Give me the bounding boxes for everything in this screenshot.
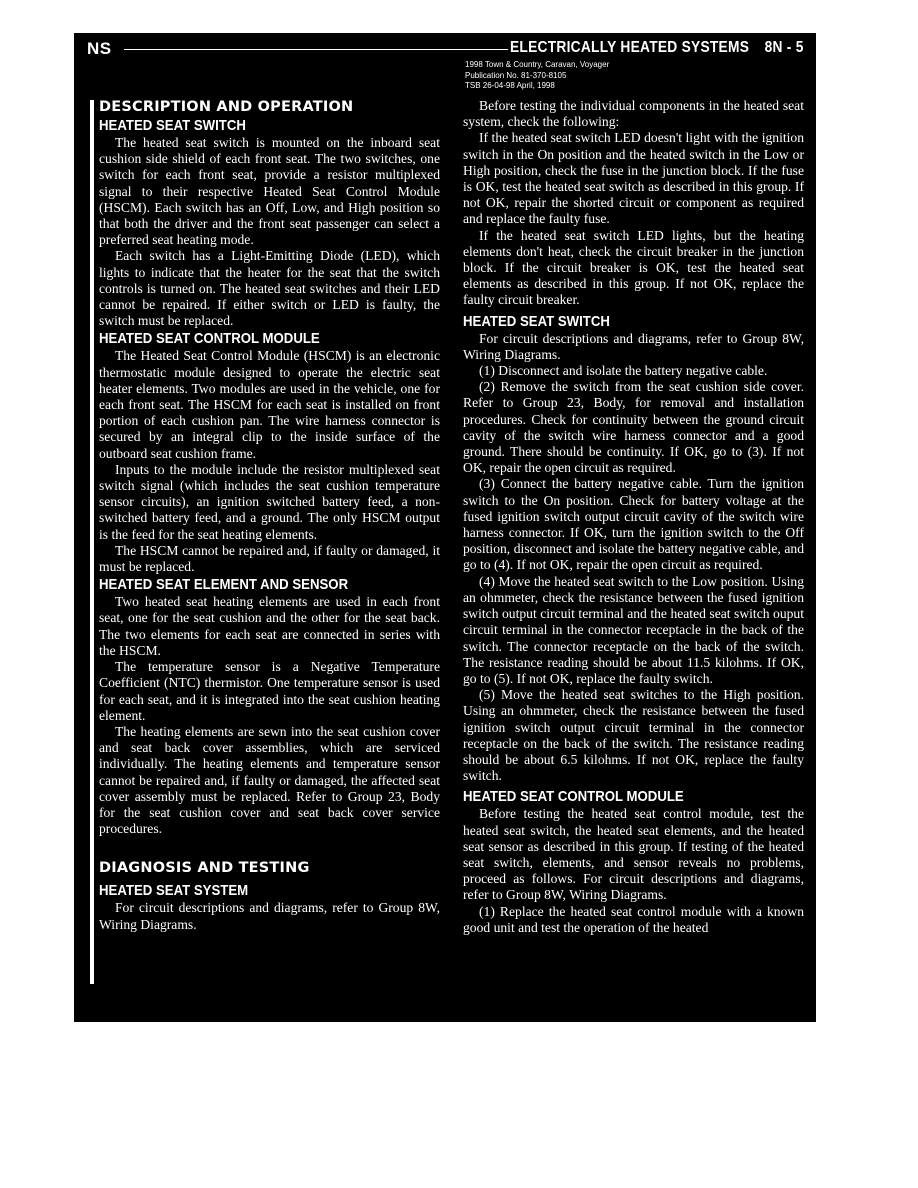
module-test-intro: Before testing the heated seat control module, test the heated seat switch, the heated seat elements, and the heated seat sensor as described in this group. If testing of the heated seat switch, elements, and sensor reveals no problems, proceed as follows. For circuit descriptions and diagrams, refer to Group 8W, Wiring Diagrams. [463,806,804,903]
tsb-line: TSB 26-04-98 April, 1998 [465,81,555,90]
element-paragraph-2: The temperature sensor is a Negative Temperature Coefficient (NTC) thermistor. One temperature sensor is used for each seat, and it is integrated into the seat cushion heating element. [99,659,440,723]
switch-test-step-1: (1) Disconnect and isolate the battery negative cable. [479,363,768,379]
diagnosis-heading: DIAGNOSIS AND TESTING [99,860,310,877]
circuit-breaker-paragraph: If the heated seat switch LED lights, but the heating elements don't heat, check the circuit breaker in the junction block. If the circuit breaker is OK, test the heated seat elements as described in this group. If not OK, replace the faulty circuit breaker. [463,227,804,308]
intro-paragraph: Before testing the individual components in the heated seat system, check the following: [463,98,804,130]
module-paragraph-1: The Heated Seat Control Module (HSCM) is an electronic thermostatic module designed to operate the electric seat heater elements. Two modules are used in the vehicle, one for each front seat. The HSCM for each seat is installed on front portion of each cushion pan. The wire harness connector is secured by an integral clip to the inside surface of the outboard seat cushion frame. [99,348,440,461]
header-model-code: NS [87,39,112,58]
system-heading: HEATED SEAT SYSTEM [99,882,249,900]
system-paragraph-1: For circuit descriptions and diagrams, refer to Group 8W, Wiring Diagrams. [99,900,440,932]
change-bar-left [90,100,94,984]
switch-paragraph-2: Each switch has a Light-Emitting Diode (LED), which lights to indicate that the heater for the seat that the switch controls is turned on. The heated seat switches and their LED cannot be repaired. If either switch or LED is faulty, the switch must be replaced. [99,248,440,329]
vehicle-line: 1998 Town & Country, Caravan, Voyager [465,60,610,69]
element-heading: HEATED SEAT ELEMENT AND SENSOR [99,576,349,594]
switch-test-intro: For circuit descriptions and diagrams, refer to Group 8W, Wiring Diagrams. [463,330,804,362]
header-rule [124,49,508,50]
manual-page [74,33,816,1022]
module-test-heading: HEATED SEAT CONTROL MODULE [463,788,684,806]
page-number: 8N - 5 [764,39,804,56]
led-fuse-paragraph: If the heated seat switch LED doesn't light with the ignition switch in the On position and the heated switch in the Low or High position, check the fuse in the junction block. If the fuse is OK, test the heated seat switch as described in this group. If not OK, repair the shorted circuit or component as required and replace the faulty fuse. [463,130,804,227]
left-column [99,98,440,933]
switch-test-step-5: (5) Move the heated seat switches to the High position. Using an ohmmeter, check the resistance between the fused ignition switch output circuit terminal in the connector receptacle on the back of the switch. The resistance reading should be about 6.5 kilohms. If not OK, replace the faulty switch. [463,687,804,784]
module-heading: HEATED SEAT CONTROL MODULE [99,330,320,348]
publication-line: Publication No. 81-370-8105 [465,70,567,80]
switch-test-heading: HEATED SEAT SWITCH [463,312,610,330]
header-section-title [510,39,804,57]
module-test-step-1: (1) Replace the heated seat control module with a known good unit and test the operation of the heated [463,903,804,935]
switch-test-step-3: (3) Connect the battery negative cable. Turn the ignition switch to the On position. Check for battery voltage at the fused ignition switch output circuit cavity of the switch wire harness connector. If OK, turn the ignition switch to the Off position, disconnect and isolate the battery negative cable, and go to (4). If not OK, repair the open circuit as required. [463,476,804,573]
switch-heading: HEATED SEAT SWITCH [99,117,246,134]
element-paragraph-1: Two heated seat heating elements are used in each front seat, one for the seat cushion and the other for the seat back. The two elements for each seat are connected in series with the HSCM. [99,594,440,658]
switch-test-step-2: (2) Remove the switch from the seat cushion side cover. Refer to Group 23, Body, for removal and installation procedures. Check for continuity between the ground circuit cavity of the switch wire harness connector and a good ground. There should be continuity. If OK, go to (3). If not OK, repair the open circuit as required. [463,379,804,476]
header-publication-info [465,60,765,92]
section-title-text: ELECTRICALLY HEATED SYSTEMS [510,39,750,56]
module-paragraph-2: Inputs to the module include the resistor multiplexed seat switch signal (which includes the seat cushion temperature sensor circuits), an ignition switched battery feed, a non-switched battery feed, and a ground. The only HSCM output is the feed for the seat heating elements. [99,461,440,542]
description-heading: DESCRIPTION AND OPERATION [99,99,354,115]
element-paragraph-3: The heating elements are sewn into the seat cushion cover and seat back cover assemblies, which are serviced individually. The heating elements and temperature sensor cannot be repaired and, if faulty or damaged, the affected seat cover assembly must be replaced. Refer to Group 23, Body for the seat cushion cover and seat back cover service procedures. [99,723,440,837]
module-paragraph-3: The HSCM cannot be repaired and, if faulty or damaged, it must be replaced. [99,542,440,575]
right-column [463,98,804,936]
switch-test-step-4: (4) Move the heated seat switch to the Low position. Using an ohmmeter, check the resistance between the fused ignition switch output circuit terminal and the heated seat switch ouput circuit terminal in the connector receptacle in the back of the switch. The connector receptacle on the back of the switch. The resistance reading should be about 11.5 kilohms. If OK, go to (5). If not OK, replace the faulty switch. [463,573,804,686]
switch-paragraph-1: The heated seat switch is mounted on the inboard seat cushion side shield of each front seat. The two switches, one switch for each front seat, provide a resistor multiplexed signal to their respective Heated Seat Control Module (HSCM). Each switch has an Off, Low, and High position so that both the driver and the front seat passenger can select a preferred seat heating mode. [99,135,440,248]
